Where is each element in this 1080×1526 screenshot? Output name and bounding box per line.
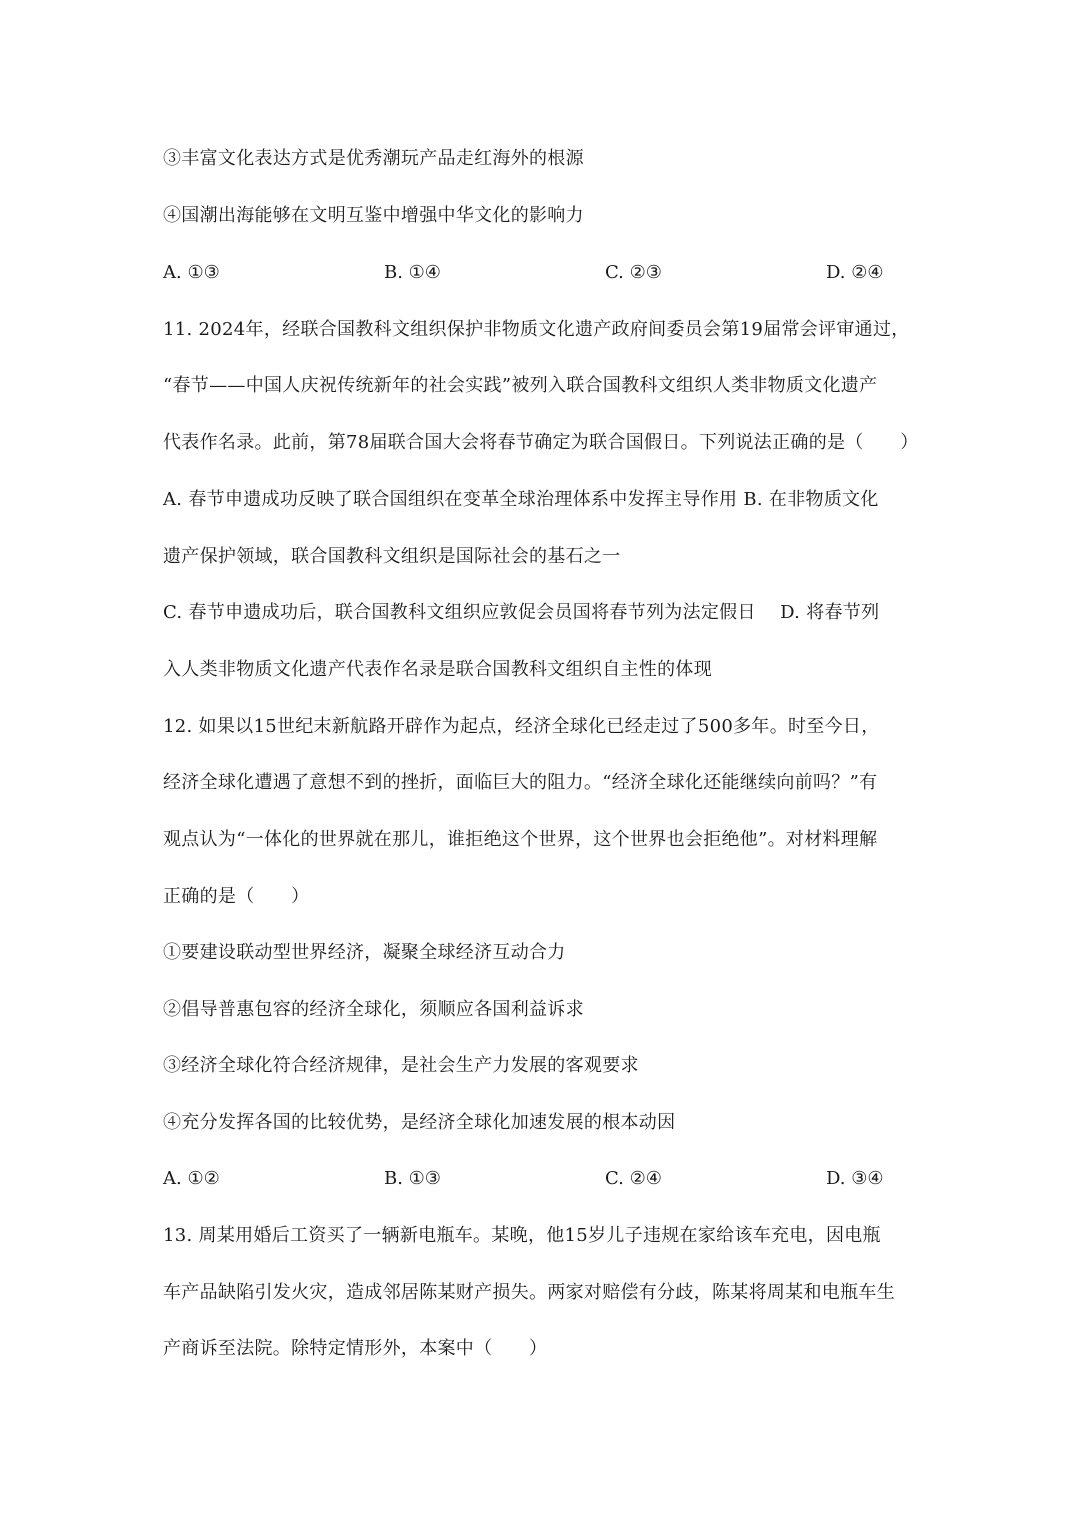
q12-option-b: B. ①③ xyxy=(384,1168,441,1189)
q10-item-4: ④国潮出海能够在文明互鉴中增强中华文化的影响力 xyxy=(163,205,584,226)
q11-stem-line-3: 代表作名录。此前，第78届联合国大会将春节确定为联合国假日。下列说法正确的是（ ） xyxy=(163,432,919,453)
q12-options xyxy=(163,1167,923,1191)
q12-option-c: C. ②④ xyxy=(605,1168,662,1189)
q12-stem-line-1: 12. 如果以15世纪末新航路开辟作为起点，经济全球化已经走过了500多年。时至今日， xyxy=(163,716,880,737)
q12-stem-line-4: 正确的是（ ） xyxy=(163,886,310,907)
q11-option-b-cont: 遗产保护领域，联合国教科文组织是国际社会的基石之一 xyxy=(163,546,621,567)
q10-option-c: C. ②③ xyxy=(605,262,662,283)
q11-option-c-d-line: C. 春节申遗成功后，联合国教科文组织应敦促会员国将春节列为法定假日 D. 将春节列 xyxy=(163,602,880,623)
q11-stem-line-2: “春节——中国人庆祝传统新年的社会实践”被列入联合国教科文组织人类非物质文化遗产 xyxy=(163,375,878,396)
q10-options xyxy=(163,261,923,285)
q12-item-2: ②倡导普惠包容的经济全球化，须顺应各国利益诉求 xyxy=(163,999,584,1020)
q10-option-a: A. ①③ xyxy=(163,262,220,283)
q12-item-4: ④充分发挥各国的比较优势，是经济全球化加速发展的根本动因 xyxy=(163,1112,676,1133)
q12-stem-line-2: 经济全球化遭遇了意想不到的挫折，面临巨大的阻力。“经济全球化还能继续向前吗？”有 xyxy=(163,772,878,793)
q11-stem-line-1: 11. 2024年，经联合国教科文组织保护非物质文化遗产政府间委员会第19届常会评审通过， xyxy=(163,319,910,340)
q13-stem-line-3: 产商诉至法院。除特定情形外，本案中（ ） xyxy=(163,1338,548,1359)
q12-stem-line-3: 观点认为“一体化的世界就在那儿，谁拒绝这个世界，这个世界也会拒绝他”。对材料理解 xyxy=(163,829,878,850)
q11-option-a-b-line: A. 春节申遗成功反映了联合国组织在变革全球治理体系中发挥主导作用 B. 在非物质文化 xyxy=(163,489,879,510)
q12-item-1: ①要建设联动型世界经济，凝聚全球经济互动合力 xyxy=(163,942,566,963)
q12-item-3: ③经济全球化符合经济规律，是社会生产力发展的客观要求 xyxy=(163,1055,639,1076)
q13-stem-line-1: 13. 周某用婚后工资买了一辆新电瓶车。某晚，他15岁儿子违规在家给该车充电，因电瓶 xyxy=(163,1225,881,1246)
q10-item-3: ③丰富文化表达方式是优秀潮玩产品走红海外的根源 xyxy=(163,148,584,169)
q10-option-b: B. ①④ xyxy=(384,262,441,283)
q13-stem-line-2: 车产品缺陷引发火灾，造成邻居陈某财产损失。两家对赔偿有分歧，陈某将周某和电瓶车生 xyxy=(163,1282,895,1303)
q12-option-a: A. ①② xyxy=(163,1168,220,1189)
q10-option-d: D. ②④ xyxy=(826,262,884,283)
q12-option-d: D. ③④ xyxy=(826,1168,884,1189)
q11-option-d-cont: 入人类非物质文化遗产代表作名录是联合国教科文组织自主性的体现 xyxy=(163,659,712,680)
